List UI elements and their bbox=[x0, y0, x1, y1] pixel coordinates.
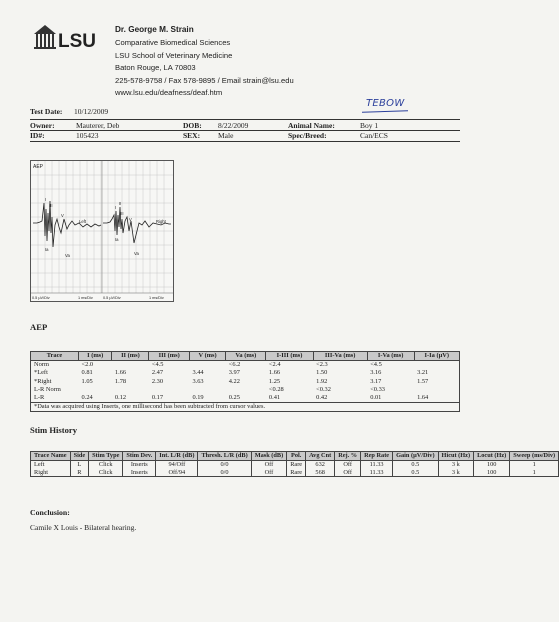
peak-label: Ia bbox=[115, 237, 119, 242]
table-cell: Left bbox=[31, 460, 71, 468]
table-cell: 1 bbox=[510, 460, 559, 468]
owner-value: Mauterer, Deb bbox=[76, 121, 120, 130]
table-cell: 0.01 bbox=[367, 394, 414, 403]
peak-label: I bbox=[45, 197, 47, 202]
table-cell: 0.12 bbox=[112, 394, 149, 403]
table-cell: 3 k bbox=[438, 469, 474, 477]
table-cell: Inserts bbox=[123, 469, 156, 477]
table-cell: 3 k bbox=[438, 460, 474, 468]
table-cell: 3.21 bbox=[414, 369, 459, 377]
table-cell: 2.47 bbox=[151, 369, 164, 377]
conclusion-title: Conclusion: bbox=[30, 508, 70, 517]
table-cell: 568 bbox=[306, 469, 335, 477]
aep-col-v: V (ms) bbox=[189, 352, 225, 361]
table-cell: 1.57 bbox=[414, 378, 459, 386]
table-cell: 0.19 bbox=[189, 394, 225, 403]
stim-section-title: Stim History bbox=[30, 425, 78, 435]
table-cell: Off bbox=[251, 469, 287, 477]
table-cell: 100 bbox=[474, 460, 510, 468]
table-cell: 0/0 bbox=[198, 469, 251, 477]
peak-label: Va bbox=[65, 253, 70, 258]
table-cell bbox=[414, 386, 459, 394]
table-cell bbox=[189, 361, 225, 370]
table-header-cell: Avg Cnt bbox=[306, 452, 335, 461]
table-cell: L bbox=[70, 460, 89, 468]
table-header-cell: Sweep (ms/Div) bbox=[510, 452, 559, 461]
table-cell: L-R bbox=[31, 394, 79, 403]
aep-header-row bbox=[31, 352, 460, 361]
table-cell bbox=[79, 386, 112, 394]
table-cell: 3.44 bbox=[192, 369, 204, 377]
table-header-cell: Thresh. L/R (dB) bbox=[198, 452, 251, 461]
right-time: 1 ms/Div bbox=[149, 296, 164, 300]
table-cell: 0.5 bbox=[393, 469, 438, 477]
table-cell: 0.5 bbox=[393, 460, 438, 468]
table-cell: Click bbox=[89, 460, 123, 468]
table-header-cell: Pol. bbox=[287, 452, 306, 461]
table-header-cell: Rep Rate bbox=[361, 452, 393, 461]
aep-section-title: AEP bbox=[30, 322, 48, 332]
header-line-2: LSU School of Veterinary Medicine bbox=[115, 51, 233, 60]
table-cell bbox=[112, 386, 149, 394]
table-cell: 1.78 bbox=[114, 377, 127, 385]
table-cell: 0/0 bbox=[198, 460, 251, 468]
stim-header-row bbox=[31, 452, 559, 461]
table-header-cell: Hicut (Hz) bbox=[438, 452, 474, 461]
table-cell: <0.28 bbox=[268, 385, 284, 393]
lsu-logo bbox=[34, 24, 104, 50]
table-cell: 0.81 bbox=[81, 369, 93, 377]
stim-row-left bbox=[31, 460, 559, 468]
table-cell: *Right bbox=[31, 378, 79, 386]
aep-col-i-ia: I-Ia (µV) bbox=[414, 352, 459, 361]
table-cell: Off bbox=[335, 460, 361, 468]
left-waveform bbox=[33, 201, 101, 247]
right-scale: 0.5 µV/Div bbox=[103, 296, 121, 300]
table-header-cell: Int. L/R (dB) bbox=[156, 452, 198, 461]
table-cell: 1.50 bbox=[316, 369, 328, 377]
table-cell: 94/Off bbox=[156, 460, 198, 468]
table-cell: <0.33 bbox=[370, 385, 385, 393]
doctor-name: Dr. George M. Strain bbox=[115, 25, 194, 34]
table-cell bbox=[112, 361, 149, 370]
aep-row-lr bbox=[31, 394, 460, 403]
peak-label: I bbox=[115, 205, 117, 210]
table-cell: 0.42 bbox=[313, 394, 367, 403]
stim-row-right bbox=[31, 469, 559, 477]
peak-label: III bbox=[49, 203, 53, 208]
conclusion-text: Camile X Louis - Bilateral hearing. bbox=[30, 523, 137, 532]
aep-col-iii: III (ms) bbox=[149, 352, 190, 361]
divider-bottom bbox=[30, 141, 460, 142]
table-cell: 1.64 bbox=[414, 394, 459, 403]
table-header-cell: Side bbox=[70, 452, 89, 461]
table-cell: Inserts bbox=[123, 460, 156, 468]
header-contact: 225-578-9758 / Fax 578-9895 / Email strain@lsu.edu bbox=[115, 76, 294, 85]
aep-waveform-graph bbox=[30, 160, 174, 302]
table-cell: L-R Norm bbox=[31, 386, 79, 394]
owner-label: Owner: bbox=[30, 121, 55, 130]
left-scale: 0.5 µV/Div bbox=[32, 296, 50, 300]
table-cell: Rare bbox=[287, 469, 306, 477]
table-cell: 1.05 bbox=[81, 377, 93, 385]
table-header-cell: Rej. % bbox=[335, 452, 361, 461]
table-cell bbox=[414, 361, 459, 370]
table-cell: Right bbox=[31, 469, 71, 477]
peak-label: V bbox=[61, 213, 64, 218]
spec-breed-label: Spec/Breed: bbox=[288, 131, 327, 140]
table-cell: 0.24 bbox=[79, 394, 112, 403]
aep-table bbox=[30, 351, 460, 412]
table-cell: 1.92 bbox=[316, 377, 328, 385]
peak-label: III bbox=[120, 211, 124, 216]
table-cell: <4.5 bbox=[370, 361, 382, 369]
table-cell bbox=[149, 386, 190, 394]
aep-col-ii: II (ms) bbox=[112, 352, 149, 361]
table-cell: 3.16 bbox=[370, 369, 382, 377]
aep-col-i: I (ms) bbox=[79, 352, 112, 361]
left-label: Left bbox=[79, 219, 86, 224]
aep-col-i-va: I-Va (ms) bbox=[367, 352, 414, 361]
left-time: 1 ms/Div bbox=[78, 296, 93, 300]
sex-label: SEX: bbox=[183, 131, 201, 140]
table-cell: <6.2 bbox=[228, 361, 241, 369]
table-cell: *Left bbox=[31, 369, 79, 377]
aep-col-iii-va: III-Va (ms) bbox=[313, 352, 367, 361]
table-cell: 1.66 bbox=[114, 369, 127, 377]
aep-col-i-iii: I-III (ms) bbox=[266, 352, 313, 361]
aep-col-trace: Trace bbox=[31, 352, 79, 361]
table-cell: 100 bbox=[474, 469, 510, 477]
right-label: Right bbox=[156, 219, 166, 224]
table-cell: <2.0 bbox=[81, 361, 94, 369]
table-cell: 0.41 bbox=[266, 394, 313, 403]
table-header-cell: Trace Name bbox=[31, 452, 71, 461]
table-cell: <0.32 bbox=[316, 385, 331, 393]
table-cell: 2.30 bbox=[151, 377, 164, 385]
divider-top bbox=[30, 119, 460, 120]
sex-value: Male bbox=[218, 131, 234, 140]
id-value: 105423 bbox=[76, 131, 99, 140]
aep-col-va: Va (ms) bbox=[226, 352, 266, 361]
table-cell: 4.22 bbox=[228, 377, 240, 385]
table-cell: <4.5 bbox=[151, 361, 164, 369]
table-header-cell: Stim Dev. bbox=[123, 452, 156, 461]
table-cell: Off bbox=[335, 469, 361, 477]
stim-history-table bbox=[30, 451, 559, 477]
table-cell: 0.25 bbox=[226, 394, 266, 403]
table-cell: 1.66 bbox=[268, 369, 281, 377]
animal-name-value: Boy 1 bbox=[360, 121, 379, 130]
table-cell: 1 bbox=[510, 469, 559, 477]
table-cell: Rare bbox=[287, 460, 306, 468]
table-header-cell: Locut (Hz) bbox=[474, 452, 510, 461]
id-label: ID#: bbox=[30, 131, 45, 140]
dob-value: 8/22/2009 bbox=[218, 121, 249, 130]
table-cell: R bbox=[70, 469, 89, 477]
table-cell: 3.63 bbox=[192, 377, 204, 385]
right-waveform bbox=[103, 207, 171, 243]
table-cell: <2.4 bbox=[268, 361, 281, 369]
aep-row-norm bbox=[31, 361, 460, 370]
dob-label: DOB: bbox=[183, 121, 202, 130]
logo-text: LSU bbox=[58, 31, 96, 52]
aep-row-left bbox=[31, 369, 460, 377]
table-cell: Off/94 bbox=[156, 469, 198, 477]
table-header-cell: Mask (dB) bbox=[251, 452, 287, 461]
table-cell: 3.97 bbox=[228, 369, 240, 377]
test-date-value: 10/12/2009 bbox=[74, 107, 109, 116]
table-cell: <2.3 bbox=[316, 361, 328, 369]
table-cell bbox=[189, 386, 225, 394]
table-header-cell: Stim Type bbox=[89, 452, 123, 461]
peak-label: Ia bbox=[45, 247, 49, 252]
animal-name-label: Animal Name: bbox=[288, 121, 335, 130]
graph-title: AEP bbox=[33, 164, 44, 170]
table-cell: Off bbox=[251, 460, 287, 468]
table-cell: 3.17 bbox=[370, 377, 382, 385]
aep-row-lr-norm bbox=[31, 386, 460, 394]
table-cell: 0.17 bbox=[149, 394, 190, 403]
header-line-3: Baton Rouge, LA 70803 bbox=[115, 63, 196, 72]
peak-label: II bbox=[119, 201, 122, 206]
peak-label: Va bbox=[134, 251, 139, 256]
spec-breed-value: Can/ECS bbox=[360, 131, 388, 140]
aep-row-right bbox=[31, 378, 460, 386]
table-cell: 11.33 bbox=[361, 460, 393, 468]
handwritten-note: TEBOW bbox=[366, 98, 405, 109]
handwritten-underline bbox=[362, 110, 408, 113]
table-cell: 1.25 bbox=[268, 377, 281, 385]
aep-footnote: *Data was acquired using Inserts, one millisecond has been subtracted from cursor values. bbox=[31, 403, 460, 412]
header-website: www.lsu.edu/deafness/deaf.htm bbox=[115, 88, 223, 97]
test-date-label: Test Date: bbox=[30, 107, 63, 116]
table-cell: 632 bbox=[306, 460, 335, 468]
table-cell bbox=[226, 386, 266, 394]
peak-label: V bbox=[129, 217, 132, 222]
header-line-1: Comparative Biomedical Sciences bbox=[115, 38, 231, 47]
table-cell: Click bbox=[89, 469, 123, 477]
table-cell: Norm bbox=[31, 361, 79, 370]
table-header-cell: Gain (µV/Div) bbox=[393, 452, 438, 461]
table-cell: 11.33 bbox=[361, 469, 393, 477]
